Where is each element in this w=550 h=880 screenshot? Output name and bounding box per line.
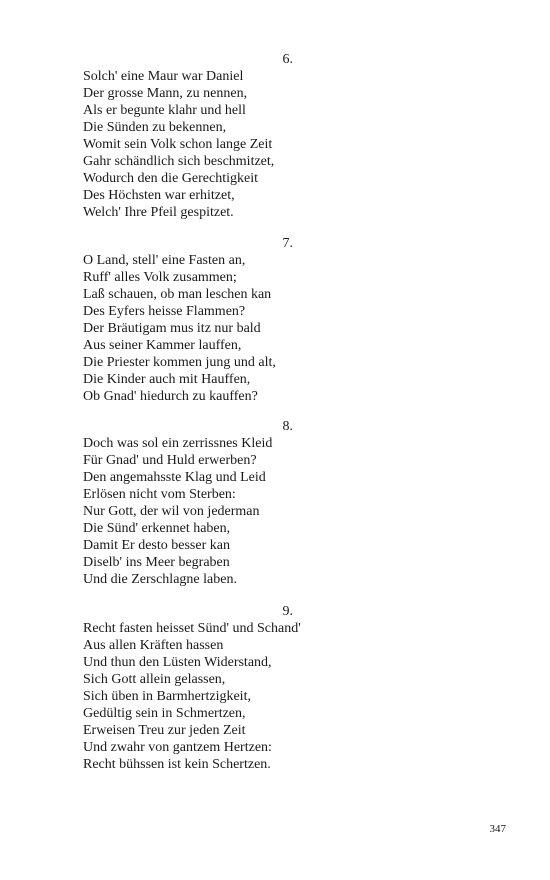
verse-line: Und thun den Lüsten Widerstand, [83, 655, 272, 670]
verse-line: Den angemahsste Klag und Leid [83, 470, 266, 485]
verse-line: Ob Gnad' hiedurch zu kauffen? [83, 389, 258, 404]
verse-line: Die Sünden zu bekennen, [83, 120, 227, 135]
verse-line: Gedültig sein in Schmertzen, [83, 706, 246, 721]
verse-line: Recht bühssen ist kein Schertzen. [83, 757, 271, 772]
verse-line: Laß schauen, ob man leschen kan [83, 287, 272, 302]
stanza-number: 9. [282, 604, 293, 619]
verse-line: Gahr schändlich sich beschmitzet, [83, 154, 275, 169]
page-number: 347 [489, 823, 506, 835]
verse-line: Die Kinder auch mit Hauffen, [83, 372, 251, 387]
stanza-number: 6. [282, 52, 293, 67]
verse-line: Welch' Ihre Pfeil gespitzet. [83, 205, 234, 220]
verse-line: Des Eyfers heisse Flammen? [83, 304, 246, 319]
verse-line: Die Sünd' erkennet haben, [83, 521, 231, 536]
stanza-7 [83, 235, 343, 405]
verse-line: Womit sein Volk schon lange Zeit [83, 137, 273, 152]
stanza-6 [83, 51, 343, 221]
verse-line: Für Gnad' und Huld erwerben? [83, 453, 257, 468]
stanza-number: 8. [282, 419, 293, 434]
verse-line: Der grosse Mann, zu nennen, [83, 86, 248, 101]
verse-line: Nur Gott, der wil von jederman [83, 504, 260, 519]
verse-line: Diselb' ins Meer begraben [83, 555, 230, 570]
verse-line: Und die Zerschlagne laben. [83, 572, 237, 587]
verse-line: Aus seiner Kammer lauffen, [83, 338, 242, 353]
verse-line: Und zwahr von gantzem Hertzen: [83, 740, 272, 755]
verse-line: Aus allen Kräften hassen [83, 638, 224, 653]
verse-line: Ruff' alles Volk zusammen; [83, 270, 237, 285]
verse-line: Erlösen nicht vom Sterben: [83, 487, 236, 502]
verse-line: Doch was sol ein zerrissnes Kleid [83, 436, 273, 451]
stanza-8 [83, 418, 343, 588]
verse-line: Als er begunte klahr und hell [83, 103, 246, 118]
verse-line: Erweisen Treu zur jeden Zeit [83, 723, 246, 738]
verse-line: Der Bräutigam mus itz nur bald [83, 321, 261, 336]
verse-line: Die Priester kommen jung und alt, [83, 355, 276, 370]
verse-line: Des Höchsten war erhitzet, [83, 188, 235, 203]
verse-line: Sich Gott allein gelassen, [83, 672, 226, 687]
verse-line: Recht fasten heisset Sünd' und Schand' [83, 621, 301, 636]
verse-line: Wodurch den die Gerechtigkeit [83, 171, 258, 186]
verse-line: O Land, stell' eine Fasten an, [83, 253, 246, 268]
stanza-9 [83, 603, 343, 773]
verse-line: Sich üben in Barmhertzigkeit, [83, 689, 251, 704]
verse-line: Damit Er desto besser kan [83, 538, 230, 553]
stanza-number: 7. [282, 236, 293, 251]
verse-line: Solch' eine Maur war Daniel [83, 69, 244, 84]
